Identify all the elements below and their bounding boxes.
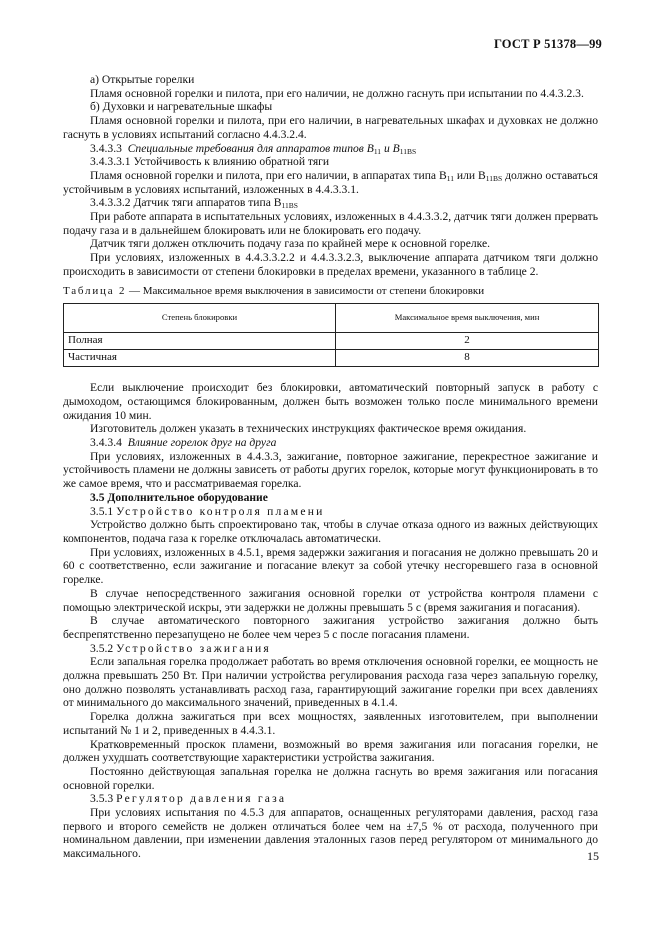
item-a-text: Пламя основной горелки и пилота, при его наличии, не должно гаснуть при испытании по 4.4.3.2.3.: [90, 86, 584, 100]
section-3-5-1-text-4: В случае автоматического повторного зажигания устройство зажигания должно быть беспрепятственно перезапущено не более чем через 5 с после погасания пламени.: [63, 614, 598, 641]
page-content: [63, 73, 598, 861]
table-2: [63, 303, 599, 367]
section-3-4-3-3-2-text-3: При условиях, изложенных в 4.4.3.3.2.2 и 4.4.3.3.2.3, выключение аппарата датчиком тяги должно происходить в зависимости от степени блокировки в пределах времени, указанного в таблице 2.: [63, 251, 598, 278]
section-3-4-3-3-1-heading: 3.4.3.3.1 Устойчивость к влиянию обратной тяги: [90, 155, 330, 169]
section-3-5-1-heading: 3.5.1 Устройство контроля пламени: [90, 504, 325, 518]
blocking-paragraph-1: Если выключение происходит без блокировки, автоматический повторный запуск в работу с дымоходом, остающимся блокированным, должен быть возможен только после минимального времени ожидания 10 мин.: [63, 381, 598, 422]
item-b-text: Пламя основной горелки и пилота, при его наличии, в нагревательных шкафах и духовках не должно гаснуть в условиях испытаний согласно 4.4.3.2.4.: [63, 114, 598, 141]
blocking-paragraph-2: Изготовитель должен указать в технических инструкциях фактическое время ожидания.: [90, 422, 527, 436]
table-row: [64, 333, 599, 350]
table-cell-degree: Полная: [64, 333, 336, 350]
table-cell-degree: Частичная: [64, 350, 336, 367]
table-col-degree-header: Степень блокировки: [64, 304, 336, 333]
section-3-5-2-text-1: Если запальная горелка продолжает работать во время отключения основной горелки, ее мощность не должна превышать 250 Вт. При наличии устройства регулирования расхода газа через запальную горелку, оно должно позволять устанавливать расход газа, гарантирующий зажигание горелки при всех давлениях от минимального до максимального значений, приведенных в 4.1.4.: [63, 655, 598, 710]
page-number: 15: [587, 849, 599, 863]
section-3-5-2-text-2: Горелка должна зажигаться при всех мощностях, заявленных изготовителем, при выполнении испытаний № 1 и 2, приведенных в 4.4.3.1.: [63, 710, 598, 737]
section-3-5-heading: 3.5 Дополнительное оборудование: [90, 490, 268, 504]
section-3-4-3-4-heading: 3.4.3.4 Влияние горелок друг на друга: [90, 436, 277, 450]
section-3-5-1-text-1: Устройство должно быть спроектировано так, чтобы в случае отказа одного из важных действующих компонентов, подача газа к горелке отключалась автоматически.: [63, 518, 598, 545]
section-3-4-3-3-2-text-1: При работе аппарата в испытательных условиях, изложенных в 4.4.3.3.2, датчик тяги должен прервать подачу газа и в дальнейшем блокировать или не блокировать его подачу.: [63, 210, 598, 237]
section-3-5-2-text-3: Кратковременный проскок пламени, возможный во время зажигания или погасания горелки, не должен ухудшать соответствующие характеристики устройства зажигания.: [63, 737, 598, 765]
section-3-4-3-3-heading: 3.4.3.3 Специальные требования для аппаратов типов $B_{11}$ и $B_{11BS}$: [90, 141, 417, 156]
table-cell-time: 2: [336, 333, 599, 350]
table-header-row: [64, 304, 599, 333]
section-3-4-3-4-text: При условиях, изложенных в 4.4.3.3, зажигание, повторное зажигание, перекрестное зажигание и устойчивость пламени не должны зависеть от работы других горелок, которые могут функционировать в то же самое время, что и рассматриваемая горелка.: [63, 449, 598, 491]
section-3-5-3-text-1: При условиях испытания по 4.5.3 для аппаратов, оснащенных регуляторами давления, расход газа первого и второго семейств не должен отличаться более чем на ±7,5 % от расхода, полученного при номинальном давлении, при изменении давления эталонных газов перед регулятором от минимального до максимального.: [63, 806, 598, 861]
item-b-heading: б) Духовки и нагревательные шкафы: [90, 100, 273, 114]
section-3-5-1-text-3: В случае непосредственного зажигания основной горелки от устройства контроля пламени с помощью электрической искры, эти задержки не должны превышать 5 с (время зажигания и погасания).: [63, 586, 598, 614]
table-cell-time: 8: [336, 350, 599, 367]
table-2-caption: Таблица 2 — Максимальное время выключения в зависимости от степени блокировки: [63, 284, 485, 297]
section-3-5-3-heading: 3.5.3 Регулятор давления газа: [90, 792, 287, 806]
section-3-4-3-3-2-heading: 3.4.3.3.2 Датчик тяги аппаратов типа $B_{11BS}$: [90, 196, 298, 211]
section-3-5-2-text-4: Постоянно действующая запальная горелка не должна гаснуть во время зажигания или погасания основной горелки.: [63, 764, 598, 792]
standard-header: ГОСТ Р 51378—99: [493, 37, 602, 51]
section-3-5-2-heading: 3.5.2 Устройство зажигания: [90, 641, 271, 655]
section-3-5-1-text-2: При условиях, изложенных в 4.5.1, время задержки зажигания и погасания не должно превышать 20 и 60 с соответственно, если зажигание и погасание влекут за собой утечку несгоревшего газа в основной горелке.: [63, 545, 598, 587]
table-col-time-header: Максимальное время выключения, мин: [336, 304, 599, 333]
section-3-4-3-3-1-text: Пламя основной горелки и пилота, при его наличии, в аппаратах типа $B_{11}$ или $B_{11BS}$ должно оставаться устойчивым в условиях испытаний, изложенных в 4.4.3.3.1.: [63, 168, 598, 196]
item-a-heading: а) Открытые горелки: [90, 73, 195, 86]
table-row: [64, 350, 599, 367]
section-3-4-3-3-2-text-2: Датчик тяги должен отключить подачу газа по крайней мере к основной горелке.: [90, 237, 491, 251]
